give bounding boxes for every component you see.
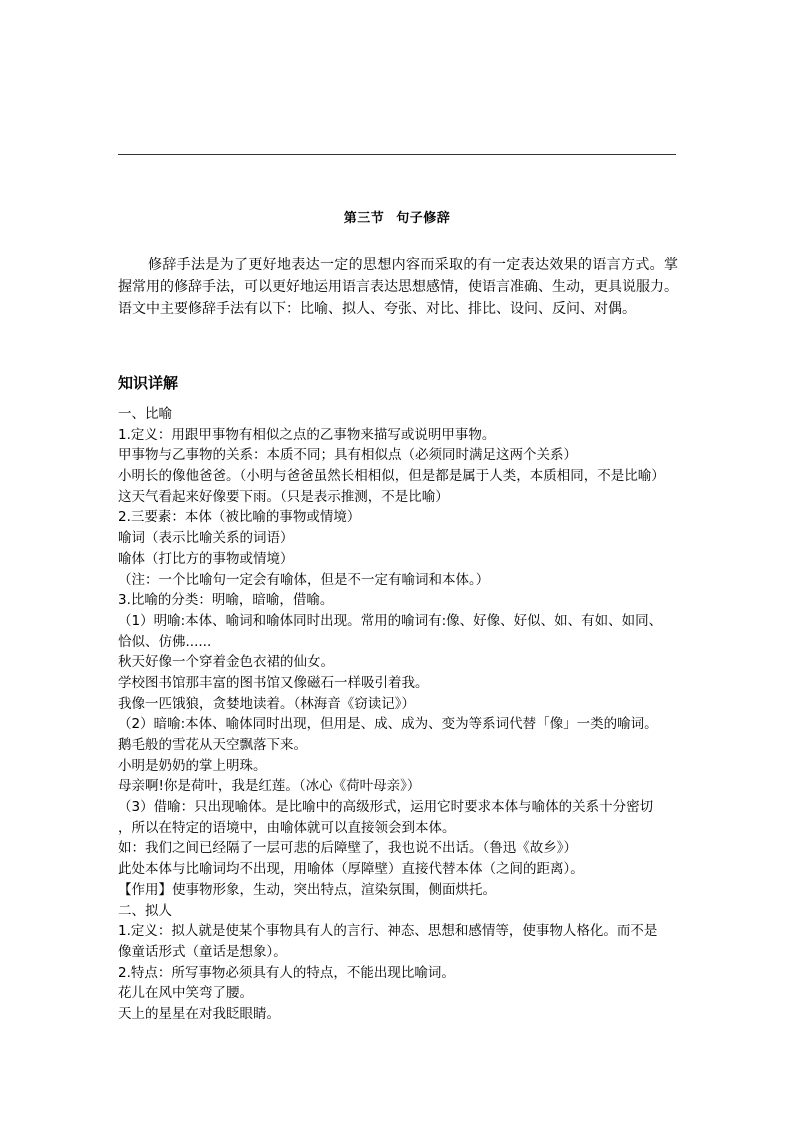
text-line: 2.三要素：本体（被比喻的事物或情境） <box>118 509 361 526</box>
text-line: ，所以在特定的语境中，由喻体就可以直接领会到本体。 <box>118 819 456 836</box>
text-line: （1）明喻:本体、喻词和喻体同时出现。常用的喻词有:像、好像、好似、如、有如、如同、 <box>118 612 663 629</box>
text-line: 像童话形式（童话是想象）。 <box>118 943 287 960</box>
text-line: 小明是奶奶的掌上明珠。 <box>118 757 267 774</box>
section-title <box>0 207 794 226</box>
knowledge-heading: 知识详解 <box>118 374 179 392</box>
text-line: 学校图书馆那丰富的图书馆又像磁石一样吸引着我。 <box>118 674 429 691</box>
text-line: 天上的星星在对我眨眼睛。 <box>118 1005 280 1022</box>
text-line: 鹅毛般的雪花从天空飘落下来。 <box>118 737 307 753</box>
text-line: 1.定义：用跟甲事物有相似之点的乙事物来描写或说明甲事物。 <box>118 426 496 443</box>
text-line: 【作用】使事物形象，生动，突出特点，渲染氛围，侧面烘托。 <box>118 881 496 898</box>
text-line: 小明长的像他爸爸。（小明与爸爸虽然长相相似，但是都是属于人类，本质相同，不是比喻） <box>118 468 665 485</box>
text-line: 2.特点：所写事物必须具有人的特点，不能出现比喻词。 <box>118 964 455 981</box>
text-line: 喻词（表示比喻关系的词语） <box>118 530 294 547</box>
section-number: 第三节 <box>343 211 385 226</box>
text-line: 花儿在风中笑弯了腰。 <box>118 985 253 1002</box>
text-line: 二、拟人 <box>118 902 172 919</box>
text-line: 1.定义：拟人就是使某个事物具有人的言行、神态、思想和感情等，使事物人格化。而不是 <box>118 923 658 940</box>
text-line: 此处本体与比喻词均不出现，用喻体（厚障壁）直接代替本体（之间的距离）。 <box>118 861 584 878</box>
text-line: （注：一个比喻句一定会有喻体，但是不一定有喻词和本体。） <box>118 571 490 588</box>
text-line: 如：我们之间已经隔了一层可悲的后障壁了，我也说不出话。（鲁迅《故乡》） <box>118 840 577 857</box>
text-line: 母亲啊!你是荷叶，我是红莲。（冰心《荷叶母亲》） <box>118 778 421 795</box>
text-line: 这天气看起来好像要下雨。（只是表示推测，不是比喻） <box>118 488 449 505</box>
text-line: 我像一匹饿狼，贪婪地读着。（林海音《窃读记》） <box>118 695 415 712</box>
text-line: 恰似、仿佛...... <box>118 633 212 650</box>
intro-paragraph: 修辞手法是为了更好地表达一定的思想内容而采取的有一定表达效果的语言方式。掌握常用的修辞手法，可以更好地运用语言表达思想感情，使语言准确、生动，更具说服力。语文中主要修辞手法有以下：比喻、拟人、夸张、对比、排比、设问、反问、对偶。 <box>118 257 678 317</box>
text-line: （2）暗喻:本体、喻体同时出现，但用是、成、成为、变为等系词代替「像」一类的喻词。 <box>118 716 658 733</box>
text-line: 秋天好像一个穿着金色衣裙的仙女。 <box>118 654 334 671</box>
section-name: 句子修辞 <box>396 211 451 226</box>
text-line: 甲事物与乙事物的关系：本质不同；具有相似点（必须同时满足这两个关系） <box>118 447 577 464</box>
text-line: 一、比喻 <box>118 406 172 422</box>
header-rule <box>118 154 676 155</box>
body-text <box>118 404 678 1025</box>
text-line: 3.比喻的分类：明喻，暗喻，借喻。 <box>118 592 334 609</box>
text-line: 喻体（打比方的事物或情境） <box>118 550 294 567</box>
text-line: （3）借喻：只出现喻体。是比喻中的高级形式，运用它时要求本体与喻体的关系十分密切 <box>118 799 654 816</box>
